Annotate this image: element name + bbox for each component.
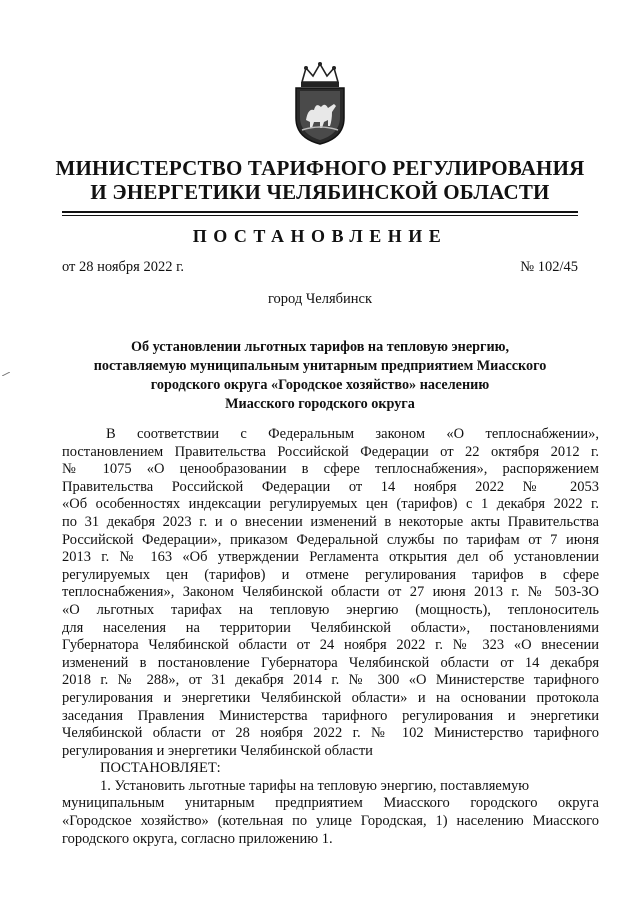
preamble-line: В соответствии с Федеральным законом «О теплоснабжении»,	[106, 426, 599, 442]
document-date: от 28 ноября 2022 г.	[62, 259, 185, 275]
preamble-line: по 31 декабря 2023 г. и о внесении изменений в некоторые акты Правительства	[62, 513, 599, 530]
preamble-line: № 1075 «О ценообразовании в сфере теплоснабжения», распоряжением	[62, 461, 599, 478]
subject-line: городского округа «Городское хозяйство» населению	[150, 377, 490, 393]
subject-line: поставляемую муниципальным унитарным предприятием Миасского	[93, 358, 547, 374]
preamble-line: заседания Правления Министерства тарифного регулирования и энергетики	[62, 707, 599, 724]
preamble-line: «Об особенностях индексации регулируемых цен (тарифов) с 1 декабря 2022 г.	[62, 496, 599, 513]
resolves-heading: ПОСТАНОВЛЯЕТ:	[100, 760, 221, 777]
preamble-line: «О льготных тарифах на тепловую энергию (мощность), теплоноситель	[62, 601, 599, 618]
preamble-line: для населения на территории Челябинской области», постановлениями	[62, 619, 599, 636]
preamble-line: Российской Федерации», приказом Федеральной службы по тарифам от 7 июня	[62, 531, 599, 548]
preamble-line: регулирования и энергетики Челябинской области» и на основании протокола	[62, 689, 599, 706]
subject-line: Об установлении льготных тарифов на тепловую энергию,	[130, 339, 510, 355]
item-1-line: муниципальным унитарным предприятием Миасского городского округа	[62, 795, 599, 812]
document-city: город Челябинск	[267, 291, 373, 307]
preamble-line: изменений в постановление Губернатора Челябинской области от 14 декабря	[62, 654, 599, 671]
item-1-line: городского округа, согласно приложению 1.	[62, 830, 333, 847]
preamble-line: 2013 г. № 163 «Об утверждении Регламента открытия дел об установлении	[62, 549, 599, 566]
item-1-line: «Городское хозяйство» (котельная по улице Городская, 1) населению Миасского	[62, 813, 599, 830]
document-body	[62, 426, 599, 848]
preamble-line: регулируемых цен (тарифов) и отмене регулирования тарифов в сфере	[62, 566, 599, 583]
ministry-name-line-1: МИНИСТЕРСТВО ТАРИФНОГО РЕГУЛИРОВАНИЯ	[55, 156, 585, 180]
document-type-title: ПОСТАНОВЛЕНИЕ	[192, 226, 448, 246]
header-divider-thin	[62, 215, 578, 216]
preamble-line: постановлением Правительства Российской Федерации от 22 октября 2012 г.	[62, 443, 599, 460]
preamble-line: регулирования и энергетики Челябинской области	[62, 742, 373, 759]
coat-of-arms-icon	[288, 60, 352, 146]
preamble-line: Губернатора Челябинской области от 24 ноября 2022 г. № 323 «О внесении	[62, 637, 599, 654]
preamble-line: 2018 г. № 288», от 31 декабря 2014 г. № 300 «О Министерстве тарифного	[62, 672, 599, 689]
margin-pencil-mark	[2, 372, 10, 376]
item-1-line: 1. Установить льготные тарифы на тепловую энергию, поставляемую	[100, 777, 530, 794]
preamble-line: Правительства Российской Федерации от 14 ноября 2022 № 2053	[62, 478, 599, 495]
subject-line: Миасского городского округа	[225, 396, 415, 412]
preamble-line: Челябинской области от 28 ноября 2022 г. № 102 Министерство тарифного	[62, 725, 599, 742]
header-divider-thick	[62, 211, 578, 213]
preamble-line: теплоснабжения», Законом Челябинской области от 27 июня 2013 г. № 503-ЗО	[62, 584, 599, 601]
document-subject	[80, 338, 560, 414]
document-number: № 102/45	[520, 259, 578, 275]
ministry-name-line-2: И ЭНЕРГЕТИКИ ЧЕЛЯБИНСКОЙ ОБЛАСТИ	[90, 180, 550, 204]
